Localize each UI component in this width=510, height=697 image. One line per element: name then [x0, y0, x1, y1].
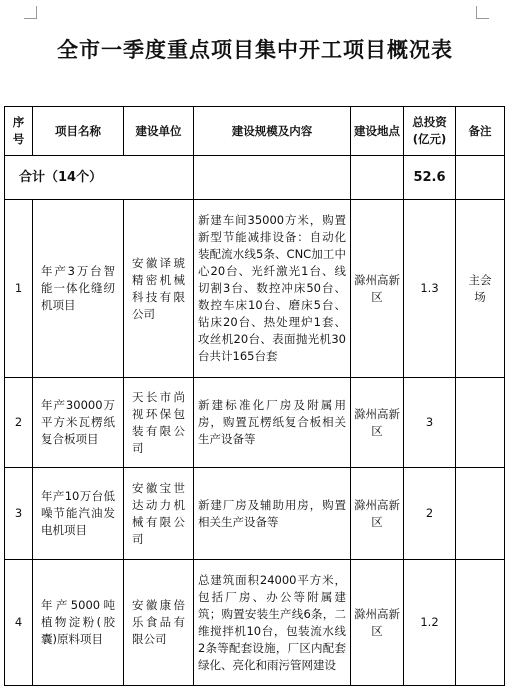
- row-remark: [456, 560, 505, 686]
- total-label: 合计（14个）: [5, 156, 194, 200]
- row-scale-content: 总建筑面积24000平方米，包括厂房、办公等附属建筑；购置安装生产线6条，二维搅拌机10台，包装流水线2条等配套设施，厂区内配套绿化、亮化和雨污管网建设: [194, 560, 351, 686]
- header-name: 项目名称: [33, 107, 124, 156]
- crop-mark-top-right: [476, 6, 489, 19]
- row-project-name: 年产30000万平方米瓦楞纸复合板项目: [33, 378, 124, 468]
- row-construction-unit: 安徽宝世达动力机械有限公司: [124, 468, 194, 560]
- row-scale-content: 新建厂房及辅助用房，购置相关生产设备等: [194, 468, 351, 560]
- total-investment: 52.6: [404, 156, 456, 200]
- row-location: 滁州高新区: [351, 200, 404, 378]
- row-construction-unit: 安徽译琥精密机械科技有限公司: [124, 200, 194, 378]
- row-construction-unit: 天长市尚视环保包装有限公司: [124, 378, 194, 468]
- row-location: 滁州高新区: [351, 468, 404, 560]
- table-row: [5, 560, 505, 686]
- row-investment: 1.3: [404, 200, 456, 378]
- row-project-name: 年产10万台低噪节能汽油发电机项目: [33, 468, 124, 560]
- row-location: 滁州高新区: [351, 560, 404, 686]
- row-seq: 2: [5, 378, 33, 468]
- header-unit: 建设单位: [124, 107, 194, 156]
- table-row: [5, 200, 505, 378]
- total-remark-cell: [456, 156, 505, 200]
- row-investment: 3: [404, 378, 456, 468]
- row-scale-content: 新建标准化厂房及附属用房，购置瓦楞纸复合板相关生产设备等: [194, 378, 351, 468]
- total-row: [5, 156, 505, 200]
- header-investment: 总投资(亿元): [404, 107, 456, 156]
- row-remark: 主会场: [456, 200, 505, 378]
- row-project-name: 年产5000吨植物淀粉(胶囊)原料项目: [33, 560, 124, 686]
- header-remark: 备注: [456, 107, 505, 156]
- row-seq: 1: [5, 200, 33, 378]
- crop-mark-top-left: [24, 6, 37, 19]
- row-construction-unit: 安徽康倍乐食品有限公司: [124, 560, 194, 686]
- header-seq: 序号: [5, 107, 33, 156]
- row-project-name: 年产3万台智能一体化缝纫机项目: [33, 200, 124, 378]
- project-table: [4, 106, 505, 686]
- total-location-cell: [351, 156, 404, 200]
- table-row: [5, 378, 505, 468]
- header-location: 建设地点: [351, 107, 404, 156]
- total-scale-cell: [194, 156, 351, 200]
- row-investment: 2: [404, 468, 456, 560]
- header-row: [5, 107, 505, 156]
- row-seq: 4: [5, 560, 33, 686]
- row-scale-content: 新建车间35000方米，购置新型节能减排设备：自动化装配流水线5条、CNC加工中心20台、光纤激光1台、线切割3台、数控冲床50台、数控车床10台、磨床5台、钻床20台、热处理炉1套、攻丝机20台、表面抛光机30台共计165台套: [194, 200, 351, 378]
- row-location: 滁州高新区: [351, 378, 404, 468]
- row-remark: [456, 468, 505, 560]
- row-seq: 3: [5, 468, 33, 560]
- table-row: [5, 468, 505, 560]
- row-remark: [456, 378, 505, 468]
- header-scale: 建设规模及内容: [194, 107, 351, 156]
- row-investment: 1.2: [404, 560, 456, 686]
- page-title: 全市一季度重点项目集中开工项目概况表: [57, 38, 453, 62]
